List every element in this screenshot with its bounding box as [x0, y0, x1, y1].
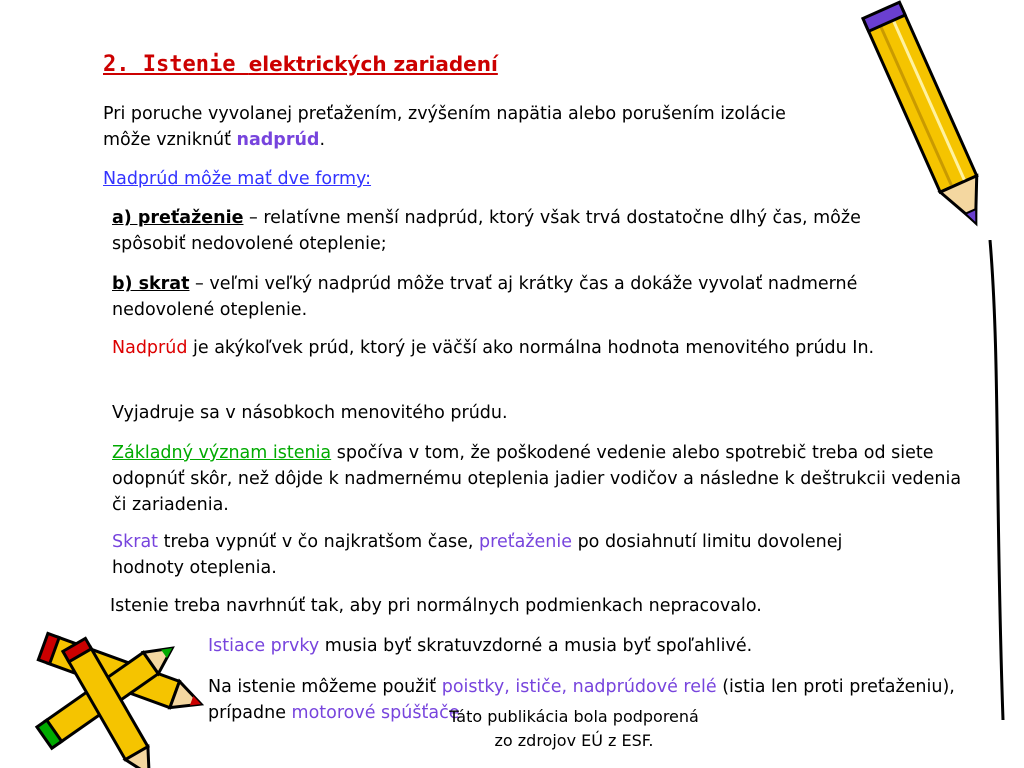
pencils-icon-left	[0, 615, 210, 768]
pencil-icon-right	[855, 0, 1005, 245]
paragraph-istiace-prvky: Istiace prvky musia byť skratuvzdorné a musia byť spoľahlivé.	[208, 636, 753, 656]
paragraph-pretazenie: a) preťaženie – relatívne menší nadprúd, ktorý však trvá dostatočne dlhý čas, môže spôsobiť nedovolené oteplenie;	[112, 208, 861, 254]
label-skrat: b) skrat	[112, 274, 190, 294]
highlight-zakladny-vyznam: Základný význam istenia	[112, 443, 332, 463]
highlight-skrat: Skrat	[112, 532, 159, 552]
paragraph-cause: Pri poruche vyvolanej preťažením, zvýšením napätia alebo porušením izolácie môže vzniknúť nadprúd.	[103, 104, 786, 150]
highlight-nadprud: nadprúd	[236, 130, 320, 150]
paragraph-navrh: Istenie treba navrhnúť tak, aby pri normálnych podmienkach nepracovalo.	[110, 596, 762, 616]
highlight-istiace-prvky: Istiace prvky	[208, 636, 320, 656]
label-pretazenie: a) preťaženie	[112, 208, 244, 228]
highlight-pretazenie: preťaženie	[479, 532, 572, 552]
paragraph-skrat: b) skrat – veľmi veľký nadprúd môže trvať aj krátky čas a dokáže vyvolať nadmerné nedovolené oteplenie.	[112, 274, 858, 320]
highlight-poistky: poistky, ističe, nadprúdové relé	[441, 677, 717, 697]
decorative-border-line	[985, 240, 1015, 720]
highlight-motorove: motorové spúšťače	[291, 703, 460, 723]
paragraph-nasobky: Vyjadruje sa v násobkoch menovitého prúdu.	[112, 403, 508, 423]
paragraph-nadprud-def: Nadprúd je akýkoľvek prúd, ktorý je väčší ako normálna hodnota menovitého prúdu In.	[112, 338, 875, 358]
footer-note	[424, 705, 724, 753]
highlight-nadprud-red: Nadprúd	[112, 338, 188, 358]
footer-line-1: Táto publikácia bola podporená	[449, 707, 699, 726]
title-part-2: elektrických zariadení	[248, 52, 498, 76]
footer-line-2: zo zdrojov EÚ z ESF.	[494, 731, 654, 750]
paragraph-vyznam: Základný význam istenia spočíva v tom, že poškodené vedenie alebo spotrebič treba od siete odopnúť skôr, než dôjde k nadmernému oteplenia jadier vodičov a následne k deštrukcii vedenia či zariadenia.	[112, 443, 962, 515]
paragraph-forms-heading: Nadprúd môže mať dve formy:	[103, 169, 372, 189]
slide-title	[103, 52, 498, 77]
paragraph-pouzitie: Na istenie môžeme použiť poistky, ističe, nadprúdové relé (istia len proti preťaženiu), prípadne motorové spúšťače	[208, 677, 955, 723]
paragraph-vypnutie: Skrat treba vypnúť v čo najkratšom čase, preťaženie po dosiahnutí limitu dovolenej hodnoty oteplenia.	[112, 532, 843, 578]
title-part-1: 2. Istenie	[103, 52, 249, 77]
